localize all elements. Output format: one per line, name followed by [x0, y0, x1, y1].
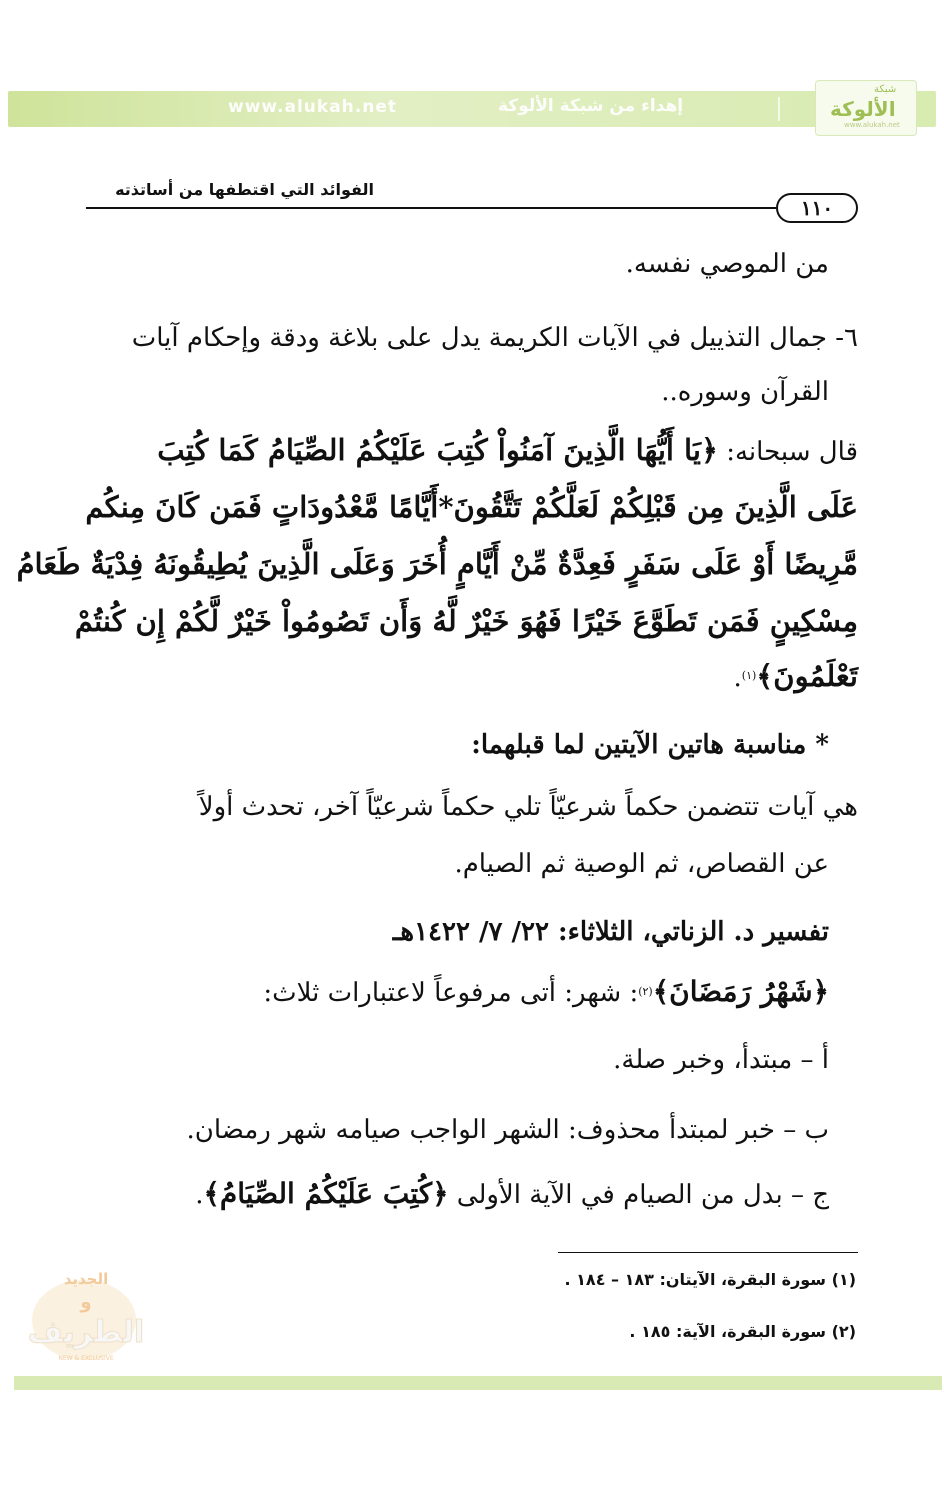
banner-divider — [778, 97, 780, 121]
bottom-bar — [14, 1376, 942, 1390]
quran-verse-start: ﴿يَا أَيُّهَا الَّذِينَ آمَنُواْ كُتِبَ عَلَيْكُمُ الصِّيَامُ كَمَا كُتِبَ — [157, 433, 718, 467]
quran-shahr-ramadan: ﴿شَهْرُ رَمَضَانَ﴾ — [652, 975, 829, 1008]
watermark-top: الجديد — [63, 1270, 109, 1288]
text-line-10: هي آيات تتضمن حكماً شرعيّاً تلي حكماً شرعيّاً آخر، تحدث أولاً — [198, 792, 858, 822]
quran-kutiba: ﴿كُتِبَ عَلَيْكُمُ الصِّيَامُ﴾ — [203, 1177, 449, 1210]
text-line-3: القرآن وسوره.. — [661, 377, 829, 407]
top-banner — [8, 91, 936, 127]
section-heading: * مناسبة هاتين الآيتين لما قبلهما: — [471, 730, 829, 760]
watermark-middle: و — [80, 1292, 92, 1313]
logo-mark: الألوكة — [830, 97, 896, 121]
watermark-logo — [26, 1262, 144, 1366]
footnote-1: (١) سورة البقرة، الآيتان: ١٨٣ – ١٨٤ . — [564, 1270, 856, 1289]
footnote-ref-2[interactable]: (٢) — [638, 985, 653, 998]
quran-verse-end: تَعْلَمُونَ﴾ — [756, 659, 858, 693]
watermark-bottom: الطريف — [27, 1315, 144, 1350]
watermark-english: NEW & EXCLUSIVE — [58, 1355, 114, 1362]
quran-line-3: مَّرِيضًا أَوْ عَلَى سَفَرٍ فَعِدَّةٌ مِّنْ أَيَّامٍ أُخَرَ وَعَلَى الَّذِينَ يُطِيقُونَهُ فِدْيَةٌ طَعَامُ — [16, 547, 858, 581]
text-line-13 — [263, 972, 829, 1013]
site-url[interactable]: www.alukah.net — [228, 97, 397, 117]
footnote-rule — [558, 1252, 858, 1253]
quran-line-4: مِسْكِينٍ فَمَن تَطَوَّعَ خَيْرًا فَهُوَ خَيْرٌ لَّهُ وَأَن تَصُومُواْ خَيْرٌ لَّكُمْ إِن كُنتُمْ — [74, 604, 858, 638]
quran-intro: قال سبحانه: — [717, 437, 858, 467]
logo-url: www.alukah.net — [844, 121, 900, 129]
list-item-c-text: ج – بدل من الصيام في الآية الأولى — [448, 1180, 829, 1210]
footnote-ref-1[interactable]: (١) — [741, 669, 757, 682]
text-line-2: ٦- جمال التذييل في الآيات الكريمة يدل على بلاغة ودقة وإحكام آيات — [131, 323, 858, 353]
quran-line-2: عَلَى الَّذِينَ مِن قَبْلِكُمْ لَعَلَّكُمْ تَتَّقُونَ*أَيَّامًا مَّعْدُودَاتٍ فَمَن كَانَ مِنكُم — [85, 490, 858, 524]
list-item-c — [195, 1174, 829, 1215]
logo-sub: شبكة — [874, 84, 897, 95]
text-line-1: من الموصي نفسه. — [625, 249, 829, 279]
tafsir-date: تفسير د. الزناتي، الثلاثاء: ٢٢/ ٧/ ١٤٢٢هـ — [392, 917, 829, 947]
text-line-11: عن القصاص، ثم الوصية ثم الصيام. — [454, 849, 829, 879]
running-title: الفوائد التي اقتطفها من أساتذته — [115, 180, 374, 199]
header-rule — [86, 207, 776, 209]
quran-line-1 — [157, 430, 858, 472]
list-item-b: ب – خبر لمبتدأ محذوف: الشهر الواجب صيامه شهر رمضان. — [186, 1115, 829, 1145]
list-item-c-end: . — [195, 1180, 204, 1210]
gift-label: إهداء من شبكة الألوكة — [498, 96, 684, 116]
page-number: ١١٠ — [776, 193, 858, 223]
quran-line-5-end: . — [733, 663, 742, 693]
list-item-a: أ – مبتدأ، وخبر صلة. — [613, 1045, 829, 1075]
quran-line-5 — [734, 656, 858, 698]
alukah-logo — [815, 80, 917, 136]
text-line-13-rest: : شهر: أتى مرفوعاً لاعتبارات ثلاث: — [263, 978, 639, 1008]
footnote-2: (٢) سورة البقرة، الآية: ١٨٥ . — [629, 1322, 856, 1341]
